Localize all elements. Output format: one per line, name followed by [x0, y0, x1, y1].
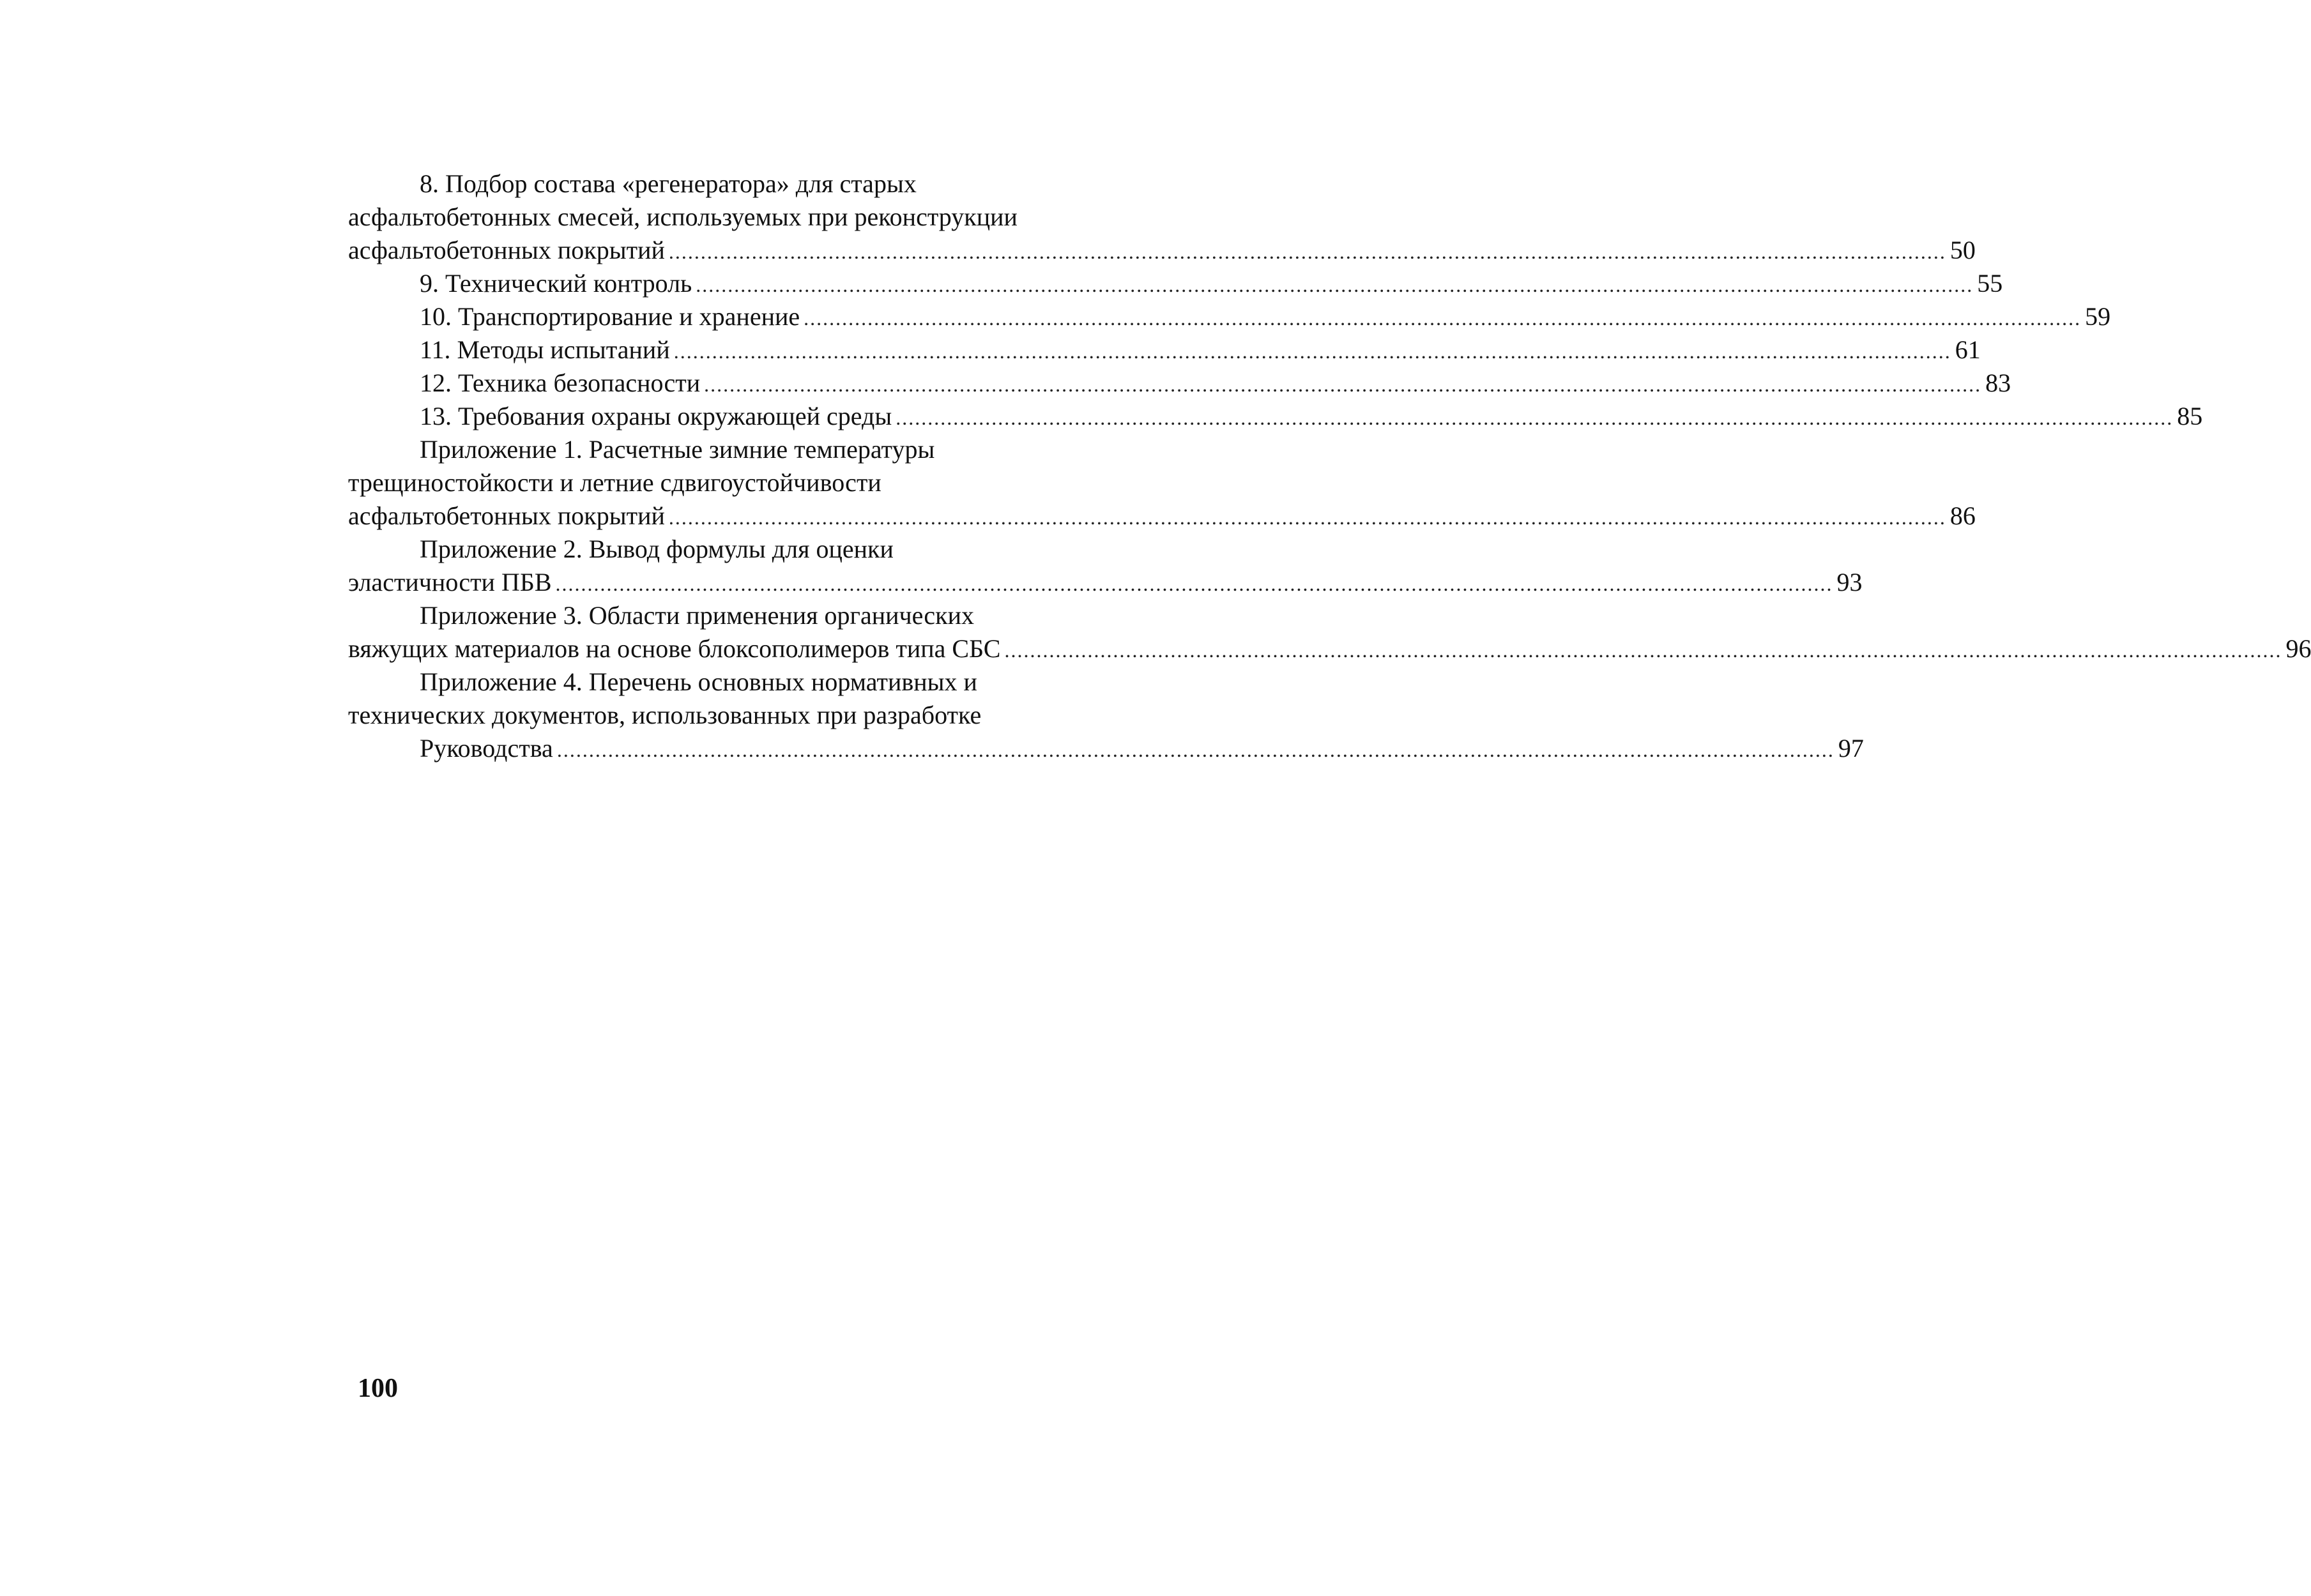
toc-entry-line	[348, 599, 1111, 632]
toc-entry-line	[348, 267, 2003, 300]
toc-page-number: 83	[1985, 369, 2011, 397]
toc-page-number: 59	[2085, 302, 2111, 331]
toc-page-number: 93	[1836, 568, 1863, 597]
toc-entry	[348, 333, 1981, 367]
toc-page-number: 85	[2177, 402, 2203, 430]
toc-entry-text: 13. Требования охраны окружающей среды	[420, 402, 892, 430]
toc-entry-text: Руководства	[420, 734, 553, 763]
toc-leader-dots: ........................................................................................................................................................................................................	[556, 738, 1834, 761]
page-number: 100	[358, 1374, 398, 1403]
toc-entry-text: Приложение 2. Вывод формулы для оценки	[420, 535, 894, 563]
toc-entry-line	[348, 400, 2203, 433]
toc-entry	[348, 300, 2111, 333]
toc-page-number: 50	[1949, 236, 1976, 264]
toc-leader-dots: ........................................................................................................................................................................................................	[668, 506, 1946, 529]
toc-page-number: 96	[2285, 634, 2311, 663]
toc-entry-line	[348, 732, 1864, 765]
toc-entry-text: 10. Транспортирование и хранение	[420, 302, 800, 331]
toc-entry-line	[348, 201, 1111, 234]
table-of-contents	[348, 167, 2311, 765]
toc-entry-line	[348, 665, 1111, 699]
toc-entry-text: 11. Методы испытаний	[420, 335, 670, 364]
toc-leader-dots: ........................................................................................................................................................................................................	[896, 406, 2174, 429]
toc-entry-line	[348, 234, 1976, 267]
toc-entry-text: асфальтобетонных смесей, используемых при реконструкции	[348, 202, 1018, 231]
toc-entry	[348, 167, 1976, 267]
toc-leader-dots: ........................................................................................................................................................................................................	[696, 273, 1974, 296]
toc-entry-line	[348, 433, 1111, 466]
toc-leader-dots: ........................................................................................................................................................................................................	[1004, 639, 2282, 662]
toc-page-number: 61	[1955, 335, 1981, 364]
toc-entry-line	[348, 533, 1111, 566]
toc-leader-dots: ........................................................................................................................................................................................................	[704, 373, 1982, 396]
toc-entry-text: 9. Технический контроль	[420, 269, 692, 298]
toc-entry-text: эластичности ПБВ	[348, 568, 552, 597]
toc-entry	[348, 267, 2003, 300]
toc-entry-line	[348, 300, 2111, 333]
toc-entry	[348, 665, 1864, 765]
toc-leader-dots: ........................................................................................................................................................................................................	[668, 240, 1946, 263]
toc-entry	[348, 533, 1863, 599]
toc-entry-text: Приложение 1. Расчетные зимние температуры	[420, 435, 935, 464]
toc-entry-text: 8. Подбор состава «регенератора» для старых	[420, 169, 917, 198]
toc-page-number: 97	[1838, 734, 1864, 763]
toc-entry	[348, 367, 2011, 400]
toc-leader-dots: ........................................................................................................................................................................................................	[673, 340, 1951, 363]
toc-entry-line	[348, 367, 2011, 400]
toc-entry-text: асфальтобетонных покрытий	[348, 501, 665, 530]
toc-entry-text: Приложение 3. Области применения органических	[420, 601, 974, 630]
toc-entry-line	[348, 632, 2311, 665]
toc-entry	[348, 400, 2203, 433]
toc-entry-line	[348, 566, 1863, 599]
toc-entry-line	[348, 333, 1981, 367]
toc-entry-text: Приложение 4. Перечень основных нормативных и	[420, 667, 977, 696]
toc-page-number: 55	[1977, 269, 2003, 298]
toc-entry-line	[348, 499, 1976, 533]
toc-leader-dots: ........................................................................................................................................................................................................	[555, 572, 1833, 595]
toc-entry-text: вяжущих материалов на основе блоксополимеров типа СБС	[348, 634, 1001, 663]
toc-leader-dots: ........................................................................................................................................................................................................	[804, 307, 2082, 330]
toc-entry-text: технических документов, использованных при разработке	[348, 701, 982, 729]
toc-entry-line	[348, 466, 1111, 499]
toc-entry-line	[348, 699, 1111, 732]
toc-entry-text: 12. Техника безопасности	[420, 369, 701, 397]
toc-entry	[348, 599, 2311, 665]
toc-entry	[348, 433, 1976, 533]
toc-entry-line	[348, 167, 1111, 201]
toc-page-number: 86	[1949, 501, 1976, 530]
toc-entry-text: трещиностойкости и летние сдвигоустойчивости	[348, 468, 881, 497]
toc-entry-text: асфальтобетонных покрытий	[348, 236, 665, 264]
